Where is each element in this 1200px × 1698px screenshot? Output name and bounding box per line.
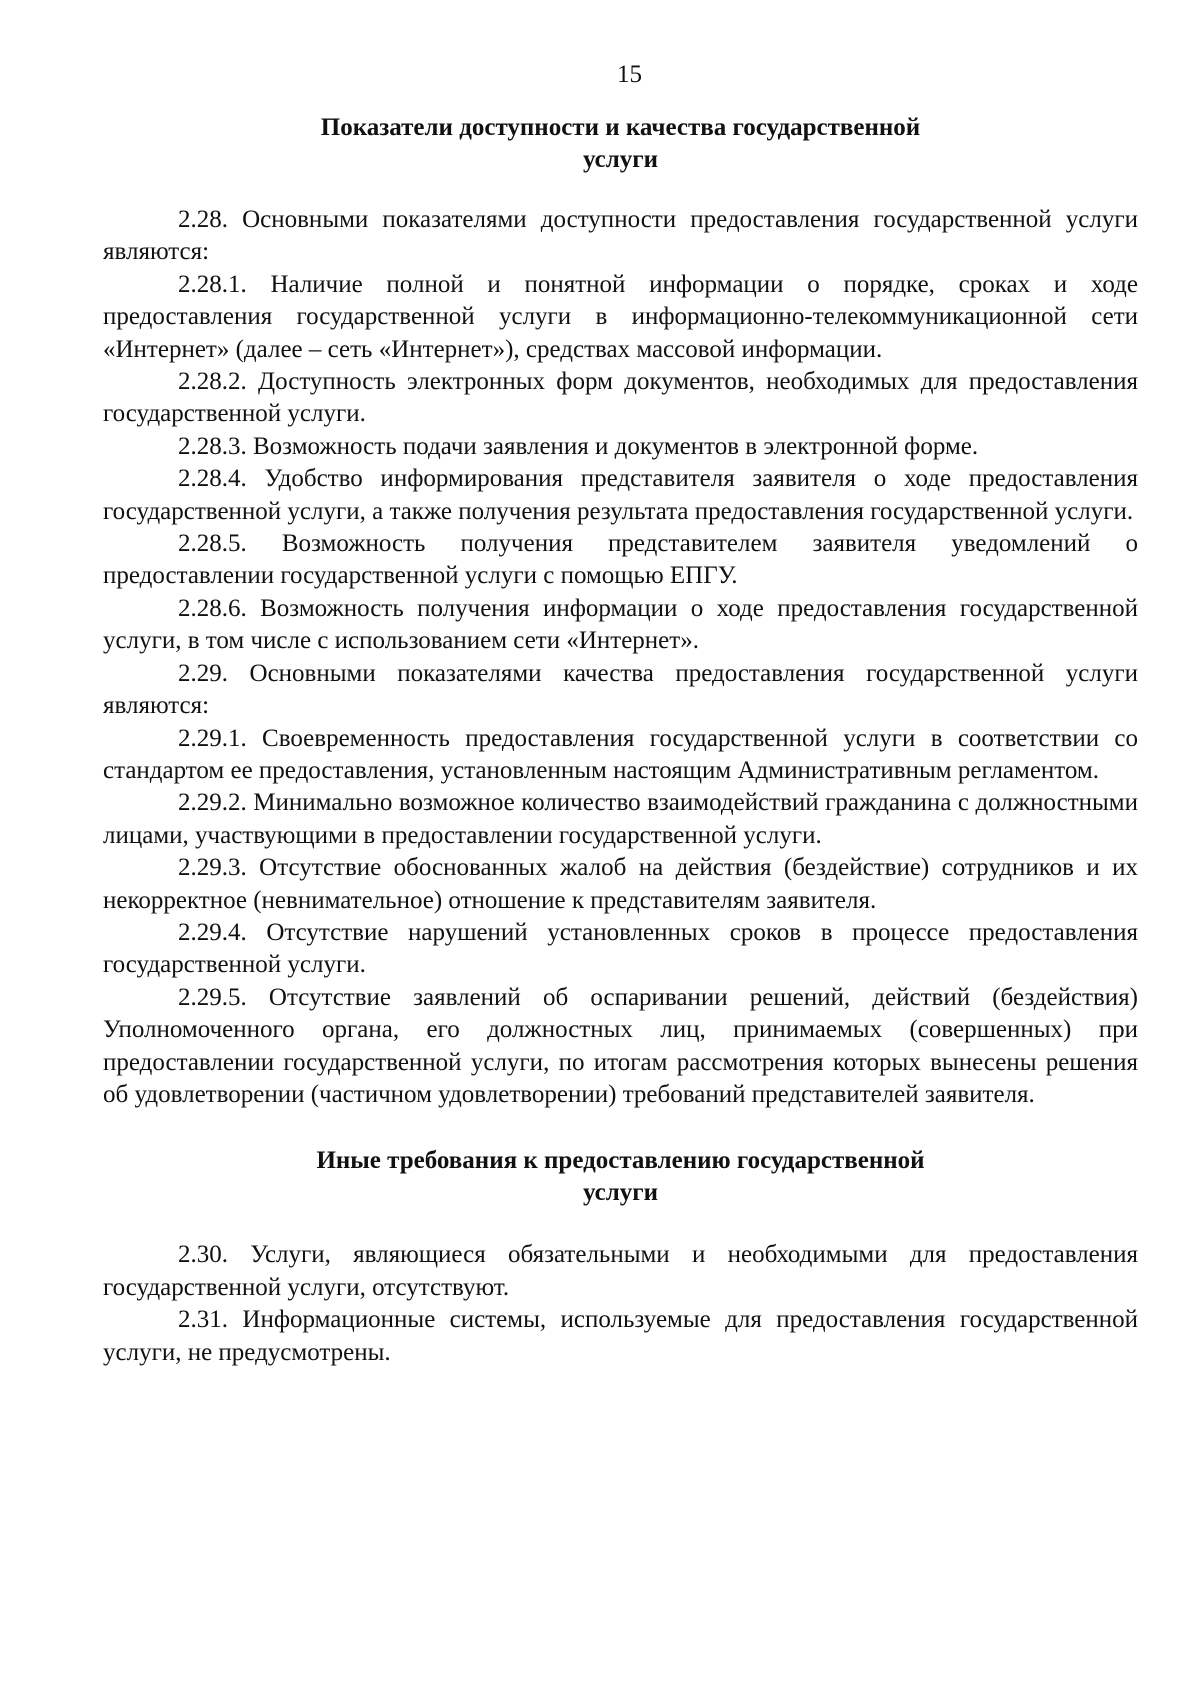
- paragraph-2-30: 2.30. Услуги, являющиеся обязательными и необходимыми для предоставления государственной услуги, отсутствуют.: [103, 1241, 1138, 1301]
- paragraph-2-28-4: 2.28.4. Удобство информирования представителя заявителя о ходе предоставления государственной услуги, а также получения результата предоставления государственной услуги.: [103, 465, 1138, 525]
- paragraph-2-29-2: 2.29.2. Минимально возможное количество взаимодействий гражданина с должностными лицами, участвующими в предоставлении государственной услуги.: [103, 789, 1138, 849]
- section-heading-line: Показатели доступности и качества государственной: [320, 114, 921, 141]
- section-heading-line: Иные требования к предоставлению государственной: [316, 1147, 925, 1175]
- paragraph-2-28-5: 2.28.5. Возможность получения представителем заявителя уведомлений о предоставлении государственной услуги с помощью ЕПГУ.: [103, 530, 1138, 590]
- paragraph-2-29-3: 2.29.3. Отсутствие обоснованных жалоб на действия (бездействие) сотрудников и их некорректное (невнимательное) отношение к представителям заявителя.: [103, 854, 1138, 914]
- page-number: 15: [617, 61, 642, 88]
- paragraph-2-29: 2.29. Основными показателями качества предоставления государственной услуги являются:: [103, 659, 1138, 720]
- section-body-other-requirements: [103, 1239, 1138, 1369]
- paragraph-2-31: 2.31. Информационные системы, используемые для предоставления государственной услуги, не предусмотрены.: [103, 1306, 1138, 1366]
- section-heading-availability-quality: [103, 112, 1138, 176]
- paragraph-2-28-2: 2.28.2. Доступность электронных форм документов, необходимых для предоставления государственной услуги.: [103, 368, 1138, 428]
- paragraph-2-28-3: 2.28.3. Возможность подачи заявления и документов в электронной форме.: [178, 432, 979, 460]
- section-body-availability-quality: [103, 204, 1138, 1111]
- paragraph-2-29-4: 2.29.4. Отсутствие нарушений установленных сроков в процессе предоставления государственной услуги.: [103, 918, 1138, 979]
- paragraph-2-29-1: 2.29.1. Своевременность предоставления государственной услуги в соответствии со стандартом ее предоставления, установленным настоящим Административным регламентом.: [103, 724, 1138, 784]
- section-heading-line: услуги: [582, 146, 659, 173]
- paragraph-2-28-6: 2.28.6. Возможность получения информации о ходе предоставления государственной услуги, в том числе с использованием сети «Интернет».: [103, 594, 1138, 655]
- document-page: [103, 60, 1138, 1369]
- section-heading-other-requirements: [103, 1145, 1138, 1209]
- paragraph-2-29-5: 2.29.5. Отсутствие заявлений об оспаривании решений, действий (бездействия) Уполномоченного органа, его должностных лиц, принимаемых (совершенных) при предоставлении государственной услуги, по итогам рассмотрения которых вынесены решения об удовлетворении (частичном удовлетворении) требований представителей заявителя.: [103, 983, 1138, 1108]
- paragraph-2-28: 2.28. Основными показателями доступности предоставления государственной услуги являются:: [103, 206, 1138, 266]
- section-heading-line: услуги: [582, 1179, 659, 1207]
- paragraph-2-28-1: 2.28.1. Наличие полной и понятной информации о порядке, сроках и ходе предоставления государственной услуги в информационно-телекоммуникационной сети «Интернет» (далее – сеть «Интернет»), средствах массовой информации.: [103, 270, 1138, 363]
